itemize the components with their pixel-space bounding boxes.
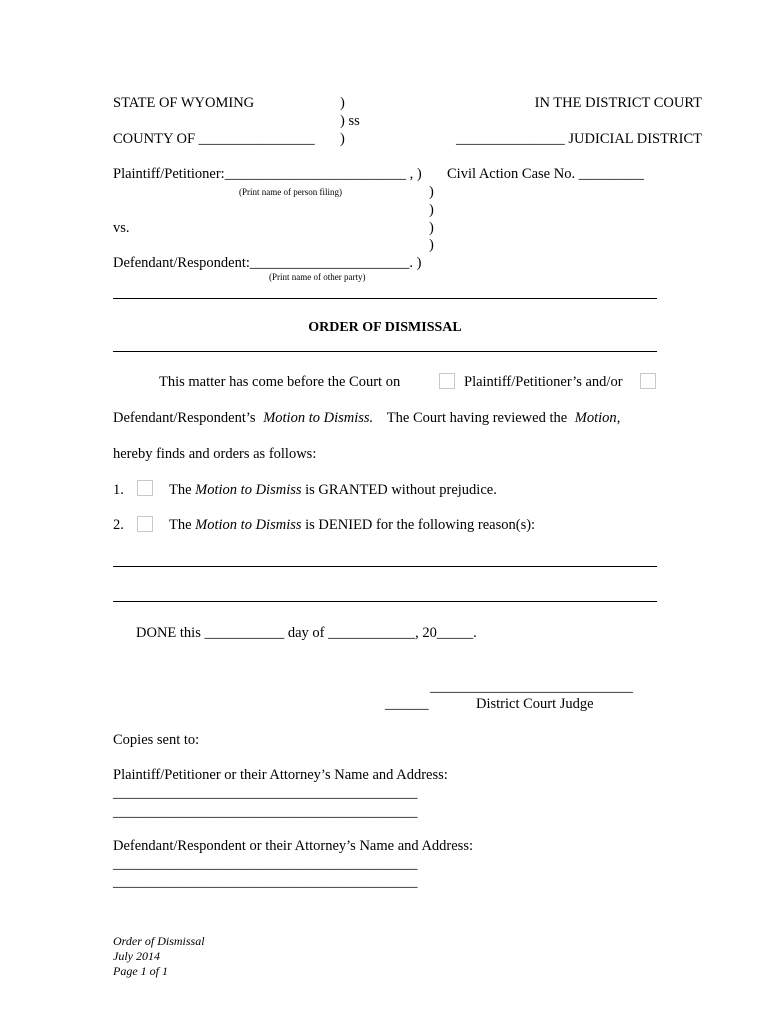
defendant-line: Defendant/Respondent:______________________. ) — [113, 255, 422, 271]
case-number-label: Civil Action Case No. _________ — [447, 166, 644, 182]
paren-6: ) — [429, 237, 434, 253]
body-line-2 — [113, 411, 620, 426]
item-1-the: The — [169, 482, 192, 498]
copies-defendant-line-1: __________________________________________ — [113, 856, 418, 872]
motion-text: Motion — [574, 410, 617, 426]
judge-label: District Court Judge — [476, 696, 594, 712]
footer-page: Page 1 of 1 — [113, 964, 168, 978]
footer-date: July 2014 — [113, 949, 160, 963]
item-2-motion: Motion to Dismiss — [195, 517, 302, 533]
paren-4: ) — [429, 202, 434, 218]
body-line-3: hereby finds and orders as follows: — [113, 446, 317, 462]
signature-short-line: ______ — [385, 696, 429, 712]
paren-2: ) — [340, 131, 345, 147]
paren-3: ) — [429, 184, 434, 200]
checkbox-plaintiff-motion[interactable] — [439, 373, 455, 389]
plaintiff-line: Plaintiff/Petitioner:_________________________ , ) — [113, 166, 422, 182]
vs-label: vs. — [113, 220, 130, 236]
paren-1: ) — [340, 95, 345, 111]
item-2-the: The — [169, 517, 192, 533]
county-label: COUNTY OF ________________ — [113, 131, 315, 147]
signature-line: ____________________________ — [430, 679, 633, 695]
intro-text: This matter has come before the Court on — [159, 374, 401, 390]
copies-plaintiff-line-1: __________________________________________ — [113, 785, 418, 801]
checkbox-defendant-motion[interactable] — [640, 373, 656, 389]
motion-to-dismiss-text: Motion to Dismiss. — [263, 410, 374, 426]
page-title: ORDER OF DISMISSAL — [308, 320, 462, 335]
item-1-number: 1. — [113, 482, 124, 498]
item-1-motion: Motion to Dismiss — [195, 482, 302, 498]
comma-text: , — [616, 410, 621, 426]
copies-label: Copies sent to: — [113, 732, 200, 748]
state-label: STATE OF WYOMING — [113, 95, 255, 111]
plaintiff-hint: (Print name of person filing) — [239, 187, 342, 197]
copies-defendant-line-2: __________________________________________ — [113, 874, 418, 890]
checkbox-granted[interactable] — [137, 480, 153, 496]
ss-label: ) ss — [340, 113, 360, 129]
done-line: DONE this ___________ day of ____________, 20_____. — [136, 625, 477, 641]
footer-form-name: Order of Dismissal — [113, 934, 205, 948]
district-label: _______________ JUDICIAL DISTRICT — [456, 131, 702, 147]
item-1-text — [169, 483, 497, 498]
reason-line-2[interactable] — [113, 601, 657, 602]
divider-title — [113, 351, 657, 352]
copies-plaintiff-label: Plaintiff/Petitioner or their Attorney’s Name and Address: — [113, 767, 448, 783]
court-reviewed-text: The Court having reviewed the — [386, 410, 568, 426]
copies-plaintiff-line-2: __________________________________________ — [113, 804, 418, 820]
item-2-text — [169, 518, 535, 533]
checkbox-denied[interactable] — [137, 516, 153, 532]
court-label: IN THE DISTRICT COURT — [534, 95, 702, 111]
item-1-rest: is GRANTED without prejudice. — [305, 482, 497, 498]
reason-line-1[interactable] — [113, 566, 657, 567]
paren-5: ) — [429, 220, 434, 236]
item-2-rest: is DENIED for the following reason(s): — [305, 517, 536, 533]
item-2-number: 2. — [113, 517, 124, 533]
defendant-respondent-text: Defendant/Respondent’s — [113, 410, 256, 426]
copies-defendant-label: Defendant/Respondent or their Attorney’s Name and Address: — [113, 838, 474, 854]
divider-top — [113, 298, 657, 299]
defendant-hint: (Print name of other party) — [269, 272, 366, 282]
intro-plaintiff-text: Plaintiff/Petitioner’s and/or — [464, 374, 623, 390]
